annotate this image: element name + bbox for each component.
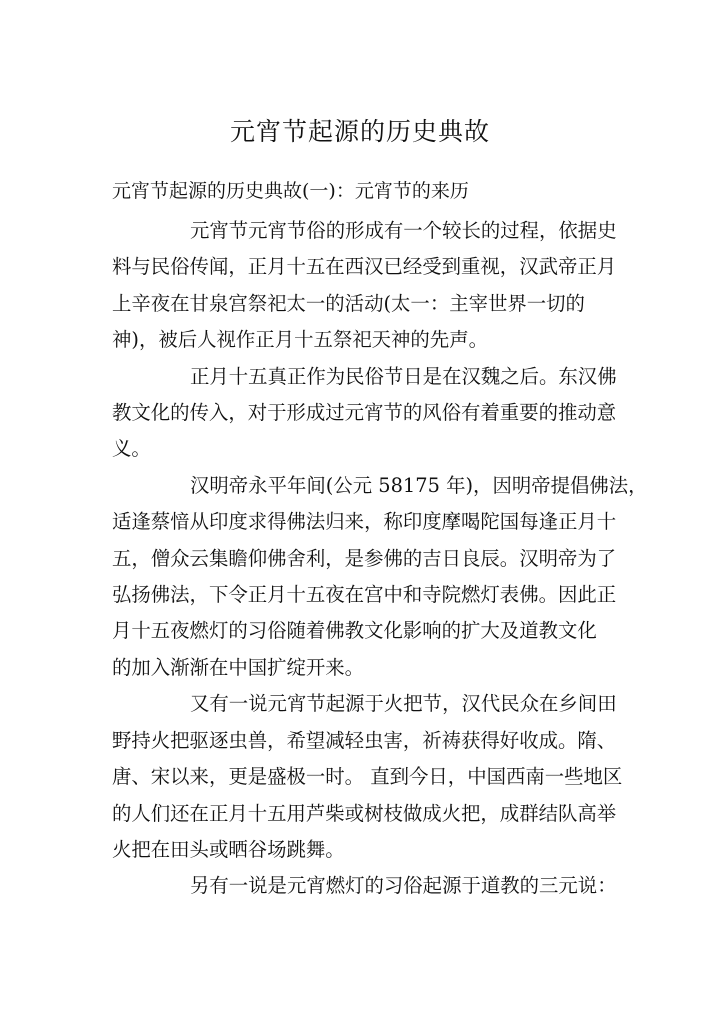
document-subtitle: 元宵节起源的历史典故(一)：元宵节的来历	[112, 180, 469, 202]
text-line: 正月十五真正作为民俗节日是在汉魏之后。东汉佛	[190, 364, 617, 388]
text-line: 又有一说元宵节起源于火把节，汉代民众在乡间田	[190, 692, 617, 716]
text-line: 神)，被后人视作正月十五祭祀天神的先声。	[112, 328, 488, 352]
document-title: 元宵节起源的历史典故	[229, 117, 490, 146]
text-line: 的加入渐渐在中国扩绽开来。	[112, 655, 365, 679]
text-line: 火把在田头或晒谷场跳舞。	[112, 837, 345, 861]
text-line: 唐、宋以来，更是盛极一时。 直到今日，中国西南一些地区	[112, 765, 623, 789]
text-line: 适逢蔡愔从印度求得佛法归来，称印度摩喝陀国每逢正月十	[112, 510, 617, 534]
paragraph	[112, 468, 648, 686]
text-line: 的人们还在正月十五用芦柴或树枝做成火把，成群结队高举	[112, 801, 617, 825]
document-body	[112, 213, 648, 905]
text-line: 弘扬佛法，下令正月十五夜在宫中和寺院燃灯表佛。因此正	[112, 583, 617, 607]
paragraph	[112, 686, 623, 868]
text-line: 料与民俗传闻，正月十五在西汉已经受到重视，汉武帝正月	[112, 255, 617, 279]
text-line: 义。	[112, 437, 151, 461]
paragraph	[112, 359, 617, 468]
text-line: 上辛夜在甘泉宫祭祀太一的活动(太一：主宰世界一切的	[112, 291, 585, 315]
text-line: 教文化的传入，对于形成过元宵节的风俗有着重要的推动意	[112, 401, 617, 425]
text-line: 月十五夜燃灯的习俗随着佛教文化影响的扩大及道教文化	[112, 619, 597, 643]
text-line: 元宵节元宵节俗的形成有一个较长的过程，依据史	[190, 219, 617, 242]
paragraph	[112, 213, 617, 359]
paragraph	[112, 868, 617, 904]
text-line: 汉明帝永平年间(公元 58175 年)，因明帝提倡佛法，	[190, 473, 648, 497]
text-line: 五，僧众云集瞻仰佛舍利，是参佛的吉日良辰。汉明帝为了	[112, 546, 617, 570]
text-line: 野持火把驱逐虫兽，希望减轻虫害，祈祷获得好收成。隋、	[112, 728, 617, 752]
text-line: 另有一说是元宵燃灯的习俗起源于道教的三元说：	[190, 874, 617, 898]
